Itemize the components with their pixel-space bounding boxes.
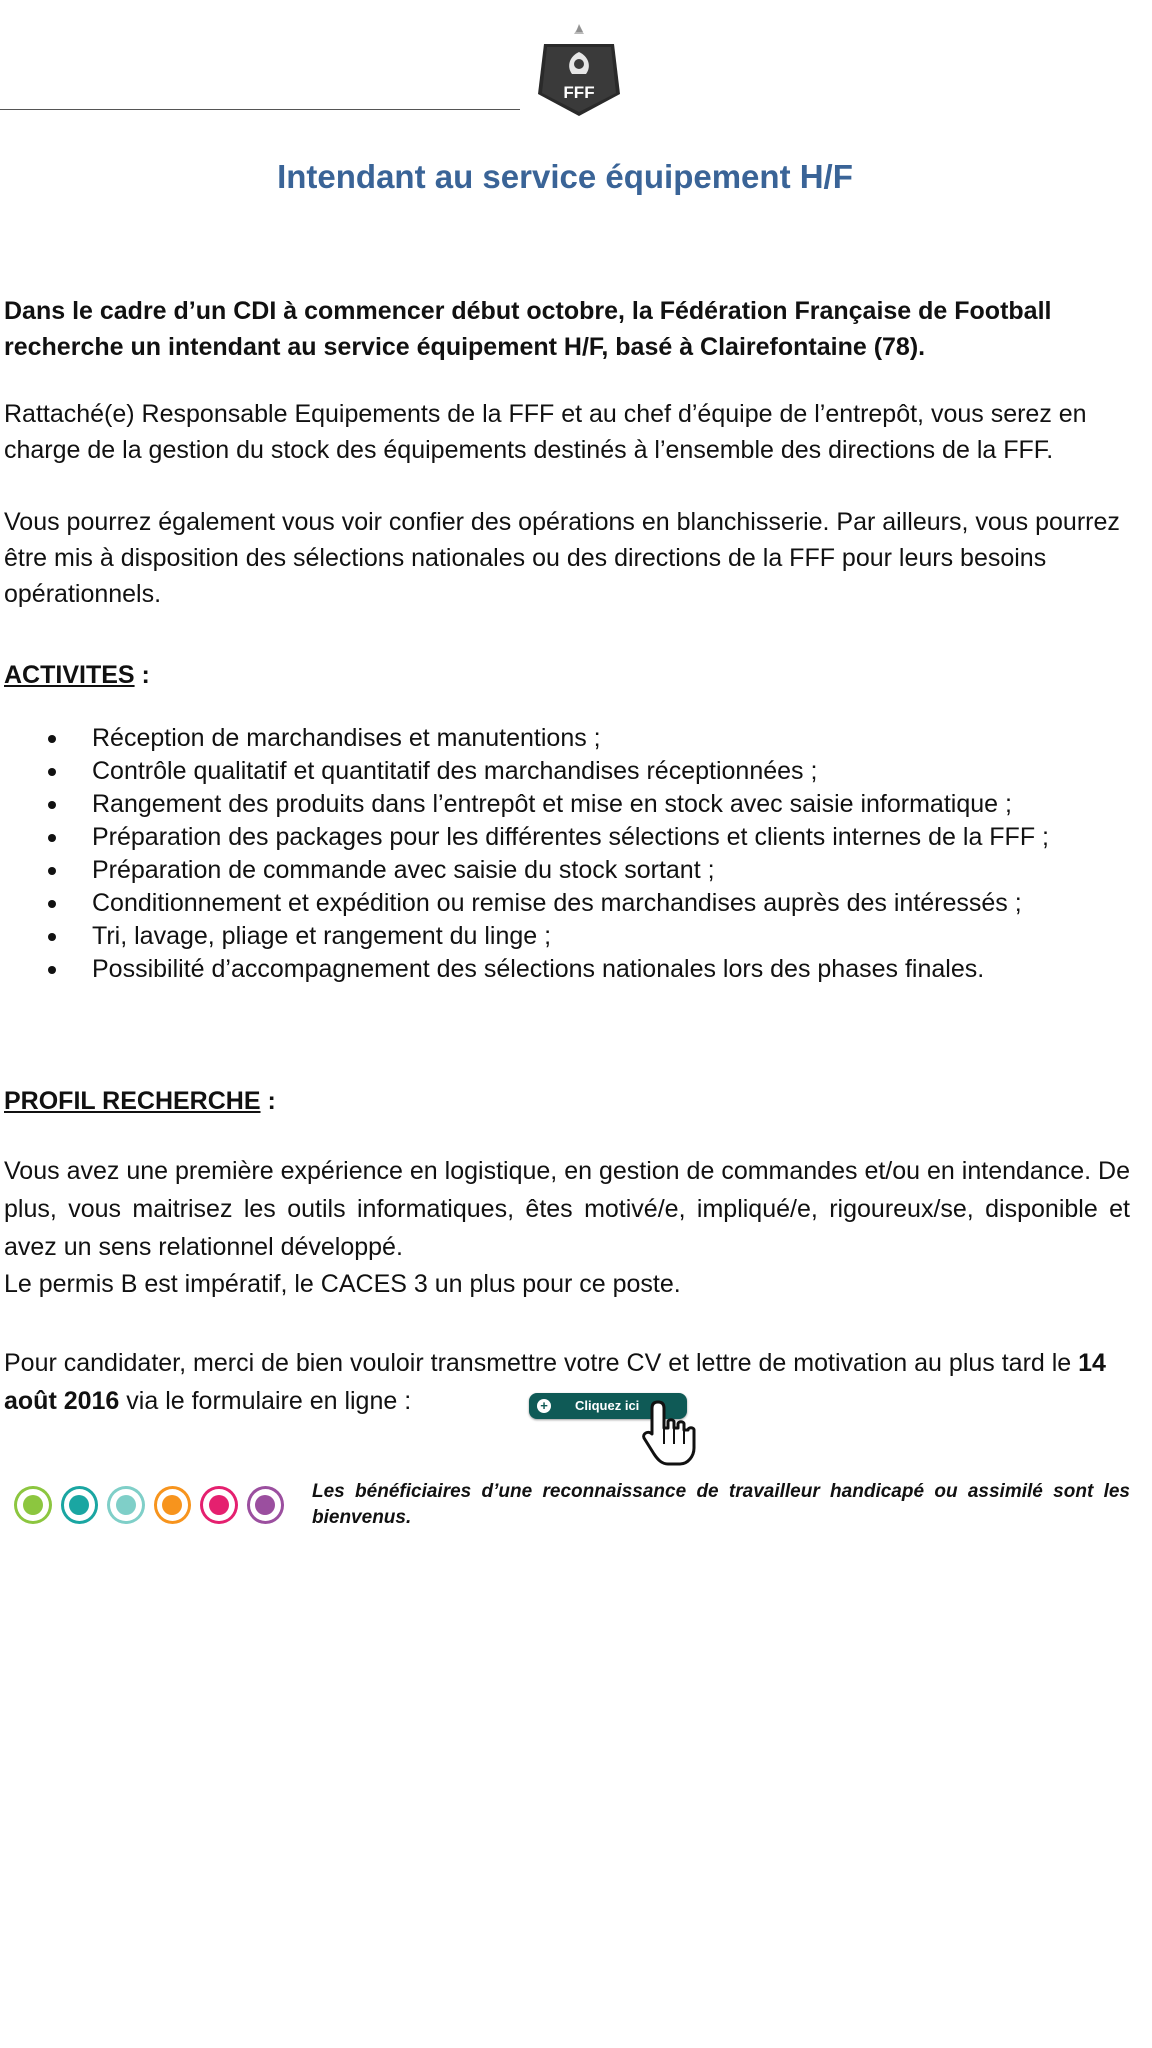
application-paragraph: Pour candidater, merci de bien vouloir transmettre votre CV et lettre de motivation au plus tard le 14 août 2016 via le formulaire en ligne : — [4, 1349, 1106, 1415]
hearing-disability-icon — [154, 1486, 192, 1524]
mental-disability-icon — [14, 1486, 52, 1524]
deadline-date: 14 août 2016 — [4, 1349, 1106, 1415]
bullet-icon — [48, 834, 56, 842]
wheelchair-icon — [200, 1486, 238, 1524]
psychic-disability-icon — [247, 1486, 285, 1524]
activities-list — [0, 723, 1140, 987]
bullet-icon — [48, 933, 56, 941]
visual-disability-icon — [61, 1486, 99, 1524]
list-item: Tri, lavage, pliage et rangement du linge ; — [0, 921, 1140, 952]
page-title: Intendant au service équipement H/F — [277, 158, 853, 195]
bullet-icon — [48, 735, 56, 743]
header-rule — [0, 109, 520, 110]
disability-icons — [14, 1486, 284, 1526]
description-paragraph-2: Vous pourrez également vous voir confier des opérations en blanchisserie. Par ailleurs, vous pourrez être mis à disposition des sélections nationales ou des directions de la FFF pour leurs besoins opérationnels. — [4, 508, 1120, 608]
bullet-icon — [48, 801, 56, 809]
bullet-icon — [48, 768, 56, 776]
plus-icon: + — [537, 1399, 551, 1413]
bullet-icon — [48, 867, 56, 875]
description-paragraph-1: Rattaché(e) Responsable Equipements de la FFF et au chef d’équipe de l’entrepôt, vous serez en charge de la gestion du stock des équipements destinés à l’ensemble des directions de la FFF. — [4, 400, 1087, 464]
profile-heading: PROFIL RECHERCHE : — [4, 1087, 276, 1115]
fff-logo — [534, 22, 624, 118]
list-item: Possibilité d’accompagnement des sélections nationales lors des phases finales. — [0, 954, 1140, 985]
apply-button-label: Cliquez ici — [575, 1398, 640, 1413]
list-item: Conditionnement et expédition ou remise des marchandises auprès des intéressés ; — [0, 888, 1140, 919]
profile-paragraph: Vous avez une première expérience en logistique, en gestion de commandes et/ou en intendance. De plus, vous maitrisez les outils informatiques, êtes motivé/e, impliqué/e, rigoureux/se, disponible et avez un sens relationnel développé. — [4, 1157, 1130, 1261]
license-paragraph: Le permis B est impératif, le CACES 3 un plus pour ce poste. — [4, 1270, 681, 1298]
bullet-icon — [48, 900, 56, 908]
list-item: Rangement des produits dans l’entrepôt et mise en stock avec saisie informatique ; — [0, 789, 1140, 820]
activities-heading: ACTIVITES : — [4, 661, 150, 689]
list-item: Préparation de commande avec saisie du stock sortant ; — [0, 855, 1140, 886]
bullet-icon — [48, 966, 56, 974]
hand-pointer-icon — [640, 1398, 700, 1468]
logo-text: FFF — [563, 83, 595, 102]
intro-paragraph: Dans le cadre d’un CDI à commencer début octobre, la Fédération Française de Football recherche un intendant au service équipement H/F, basé à Clairefontaine (78). — [4, 297, 1052, 361]
list-item: Contrôle qualitatif et quantitatif des marchandises réceptionnées ; — [0, 756, 1140, 787]
list-item: Préparation des packages pour les différentes sélections et clients internes de la FFF ; — [0, 822, 1140, 853]
disability-notice: Les bénéficiaires d’une reconnaissance de travailleur handicapé ou assimilé sont les bienvenus. — [312, 1481, 1130, 1528]
list-item: Réception de marchandises et manutentions ; — [0, 723, 1140, 754]
cognitive-disability-icon — [107, 1486, 145, 1524]
